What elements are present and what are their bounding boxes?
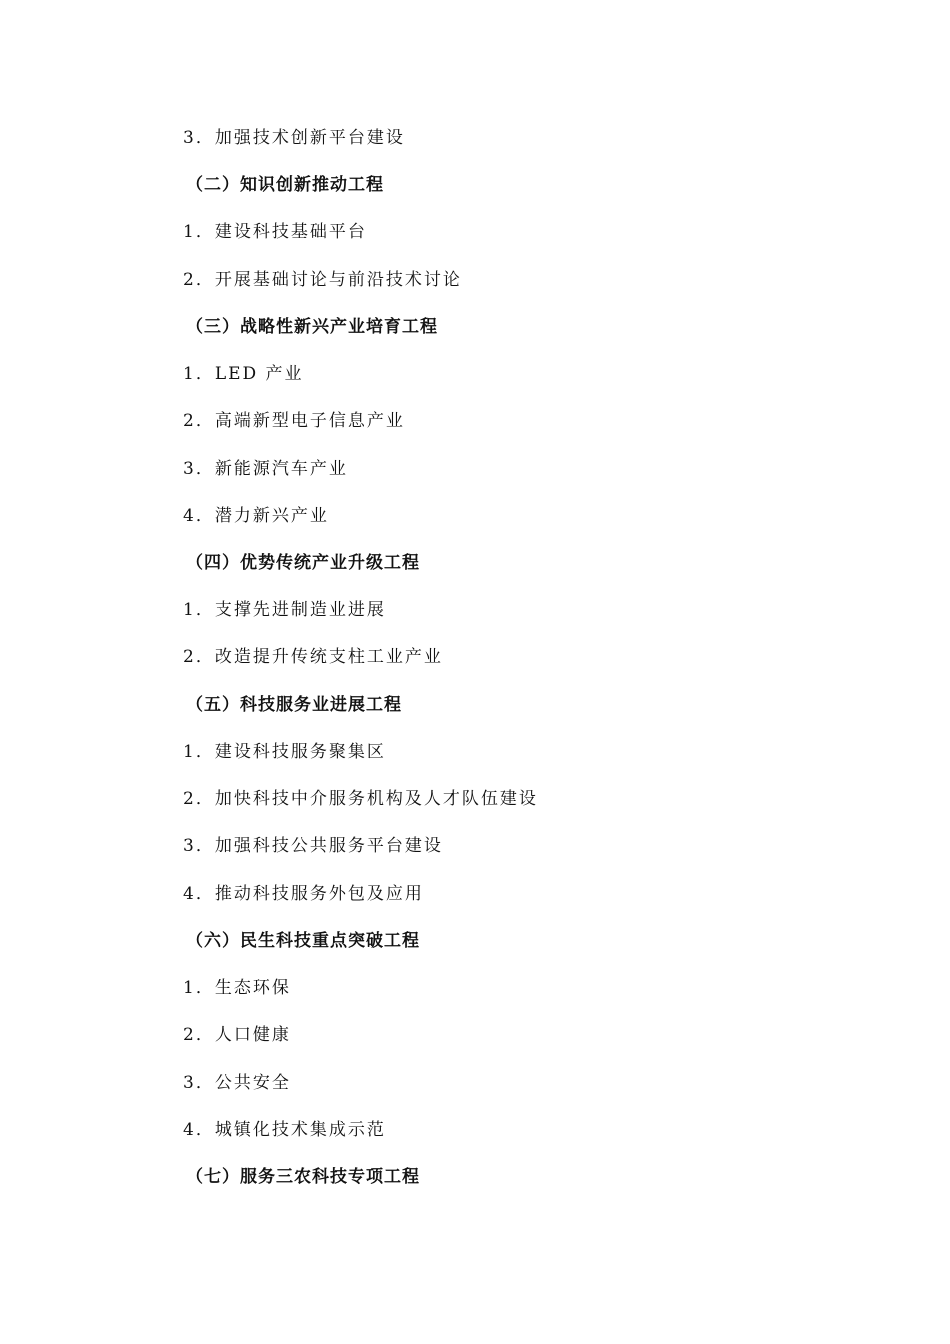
list-item: 1．建设科技基础平台	[183, 222, 367, 242]
list-item: 1．LED 产业	[183, 364, 304, 384]
section-heading: （七）服务三农科技专项工程	[186, 1167, 420, 1187]
list-item: 3．新能源汽车产业	[183, 459, 348, 479]
list-item: 1．支撑先进制造业进展	[183, 600, 386, 620]
list-item: 4．潜力新兴产业	[183, 506, 329, 526]
list-item: 1．生态环保	[183, 978, 291, 998]
list-item: 4．推动科技服务外包及应用	[183, 884, 424, 904]
list-item: 2．改造提升传统支柱工业产业	[183, 647, 443, 667]
list-item: 2．人口健康	[183, 1025, 291, 1045]
list-item: 3．加强技术创新平台建设	[183, 128, 405, 148]
list-item: 2．加快科技中介服务机构及人才队伍建设	[183, 789, 538, 809]
section-heading: （四）优势传统产业升级工程	[186, 553, 420, 573]
list-item: 2．开展基础讨论与前沿技术讨论	[183, 270, 462, 290]
section-heading: （三）战略性新兴产业培育工程	[186, 317, 438, 337]
section-heading: （五）科技服务业进展工程	[186, 695, 402, 715]
list-item: 3．加强科技公共服务平台建设	[183, 836, 443, 856]
section-heading: （六）民生科技重点突破工程	[186, 931, 420, 951]
list-item: 3．公共安全	[183, 1073, 291, 1093]
list-item: 1．建设科技服务聚集区	[183, 742, 386, 762]
list-item: 4．城镇化技术集成示范	[183, 1120, 386, 1140]
section-heading: （二）知识创新推动工程	[186, 175, 384, 195]
list-item: 2．高端新型电子信息产业	[183, 411, 405, 431]
